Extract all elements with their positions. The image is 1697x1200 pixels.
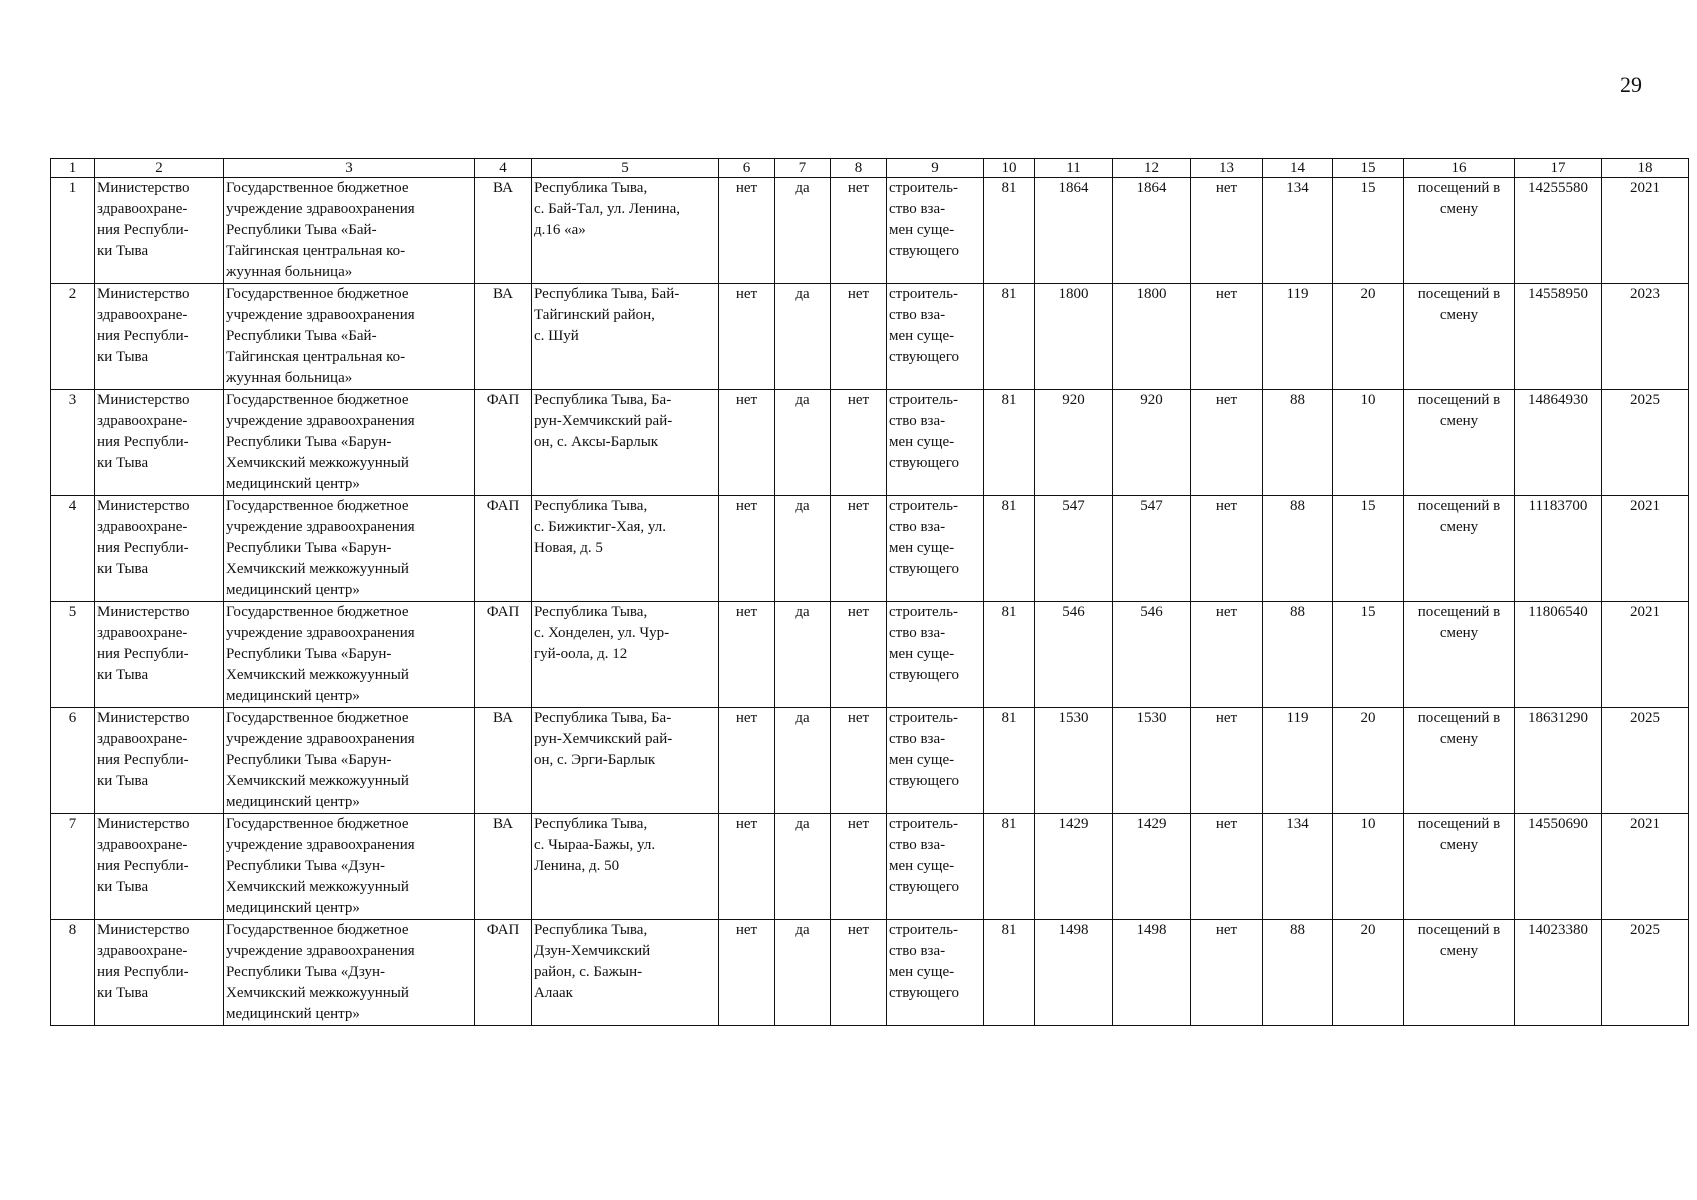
table-cell: 81 bbox=[984, 602, 1035, 708]
table-cell: 2025 bbox=[1602, 920, 1689, 1026]
table-cell: 20 bbox=[1333, 708, 1404, 814]
table-row bbox=[51, 602, 1689, 708]
table-row bbox=[51, 496, 1689, 602]
table-cell: 1800 bbox=[1113, 284, 1191, 390]
table-cell: 8 bbox=[51, 920, 95, 1026]
column-header: 2 bbox=[95, 159, 224, 178]
table-cell: Республика Тыва, с. Хонделен, ул. Чур- гуй-оола, д. 12 bbox=[532, 602, 719, 708]
table-cell: посещений в смену bbox=[1404, 602, 1515, 708]
table-cell: нет bbox=[1191, 390, 1263, 496]
table-cell: 547 bbox=[1035, 496, 1113, 602]
column-header: 6 bbox=[719, 159, 775, 178]
table-cell: 11806540 bbox=[1515, 602, 1602, 708]
table-cell: Государственное бюджетное учреждение здравоохранения Республики Тыва «Барун- Хемчикский межкожуунный медицинский центр» bbox=[224, 496, 475, 602]
table-cell: посещений в смену bbox=[1404, 708, 1515, 814]
table-cell: 1498 bbox=[1035, 920, 1113, 1026]
table-cell: Государственное бюджетное учреждение здравоохранения Республики Тыва «Бай- Тайгинская центральная ко- жуунная больница» bbox=[224, 284, 475, 390]
table-cell: строитель- ство вза- мен суще- ствующего bbox=[887, 178, 984, 284]
table-cell: 7 bbox=[51, 814, 95, 920]
table-cell: 119 bbox=[1263, 284, 1333, 390]
table-cell: 1530 bbox=[1113, 708, 1191, 814]
table-cell: нет bbox=[719, 496, 775, 602]
table-cell: да bbox=[775, 178, 831, 284]
table-cell: строитель- ство вза- мен суще- ствующего bbox=[887, 920, 984, 1026]
table-cell: Республика Тыва, Дзун-Хемчикский район, с. Бажын- Алаак bbox=[532, 920, 719, 1026]
table-cell: ВА bbox=[475, 284, 532, 390]
table-cell: 1800 bbox=[1035, 284, 1113, 390]
table-cell: 5 bbox=[51, 602, 95, 708]
table-cell: 15 bbox=[1333, 496, 1404, 602]
table-cell: Министерство здравоохране- ния Республи- ки Тыва bbox=[95, 178, 224, 284]
table-cell: нет bbox=[831, 708, 887, 814]
table-cell: посещений в смену bbox=[1404, 178, 1515, 284]
table-cell: 18631290 bbox=[1515, 708, 1602, 814]
table-row bbox=[51, 390, 1689, 496]
data-table bbox=[50, 158, 1689, 1026]
table-cell: Республика Тыва, Ба- рун-Хемчикский рай- он, с. Аксы-Барлык bbox=[532, 390, 719, 496]
table-cell: да bbox=[775, 390, 831, 496]
table-cell: 546 bbox=[1113, 602, 1191, 708]
table-cell: 10 bbox=[1333, 390, 1404, 496]
table-cell: посещений в смену bbox=[1404, 390, 1515, 496]
table-row bbox=[51, 284, 1689, 390]
table-cell: да bbox=[775, 602, 831, 708]
table-cell: 14255580 bbox=[1515, 178, 1602, 284]
table-cell: 920 bbox=[1113, 390, 1191, 496]
table-cell: 81 bbox=[984, 814, 1035, 920]
table-cell: 1530 bbox=[1035, 708, 1113, 814]
table-cell: 546 bbox=[1035, 602, 1113, 708]
table-cell: ФАП bbox=[475, 496, 532, 602]
table-cell: нет bbox=[831, 496, 887, 602]
column-header: 4 bbox=[475, 159, 532, 178]
table-cell: 134 bbox=[1263, 178, 1333, 284]
table-cell: посещений в смену bbox=[1404, 284, 1515, 390]
table-cell: нет bbox=[1191, 602, 1263, 708]
table-cell: нет bbox=[719, 814, 775, 920]
table-cell: 2025 bbox=[1602, 708, 1689, 814]
table-cell: да bbox=[775, 496, 831, 602]
table-row bbox=[51, 814, 1689, 920]
table-cell: 119 bbox=[1263, 708, 1333, 814]
table-cell: ФАП bbox=[475, 920, 532, 1026]
table-cell: 81 bbox=[984, 920, 1035, 1026]
table-row bbox=[51, 708, 1689, 814]
table-cell: 547 bbox=[1113, 496, 1191, 602]
table-cell: 1 bbox=[51, 178, 95, 284]
table-cell: Государственное бюджетное учреждение здравоохранения Республики Тыва «Бай- Тайгинская центральная ко- жуунная больница» bbox=[224, 178, 475, 284]
table-cell: 1498 bbox=[1113, 920, 1191, 1026]
table-cell: да bbox=[775, 708, 831, 814]
table-cell: Республика Тыва, Ба- рун-Хемчикский рай- он, с. Эрги-Барлык bbox=[532, 708, 719, 814]
table-cell: ВА bbox=[475, 708, 532, 814]
column-header: 10 bbox=[984, 159, 1035, 178]
table-cell: 81 bbox=[984, 284, 1035, 390]
table-cell: 2 bbox=[51, 284, 95, 390]
table-cell: 81 bbox=[984, 708, 1035, 814]
table-cell: 20 bbox=[1333, 284, 1404, 390]
column-header: 14 bbox=[1263, 159, 1333, 178]
table-cell: 88 bbox=[1263, 920, 1333, 1026]
table-cell: 1429 bbox=[1113, 814, 1191, 920]
table-cell: 88 bbox=[1263, 390, 1333, 496]
table-cell: 15 bbox=[1333, 602, 1404, 708]
table-cell: да bbox=[775, 284, 831, 390]
table-cell: 2021 bbox=[1602, 496, 1689, 602]
column-header: 3 bbox=[224, 159, 475, 178]
table-cell: строитель- ство вза- мен суще- ствующего bbox=[887, 602, 984, 708]
table-cell: нет bbox=[719, 920, 775, 1026]
column-header: 5 bbox=[532, 159, 719, 178]
table-cell: строитель- ство вза- мен суще- ствующего bbox=[887, 814, 984, 920]
table-cell: Министерство здравоохране- ния Республи- ки Тыва bbox=[95, 284, 224, 390]
table-cell: Министерство здравоохране- ния Республи- ки Тыва bbox=[95, 496, 224, 602]
table-cell: 1864 bbox=[1035, 178, 1113, 284]
table-cell: да bbox=[775, 920, 831, 1026]
table-cell: 81 bbox=[984, 390, 1035, 496]
table-cell: да bbox=[775, 814, 831, 920]
table-header bbox=[51, 159, 1689, 178]
table-cell: нет bbox=[831, 178, 887, 284]
table-row bbox=[51, 178, 1689, 284]
table-cell: 88 bbox=[1263, 602, 1333, 708]
table-cell: нет bbox=[831, 814, 887, 920]
table-cell: Государственное бюджетное учреждение здравоохранения Республики Тыва «Барун- Хемчикский межкожуунный медицинский центр» bbox=[224, 390, 475, 496]
table-cell: Государственное бюджетное учреждение здравоохранения Республики Тыва «Дзун- Хемчикский межкожуунный медицинский центр» bbox=[224, 814, 475, 920]
table-cell: 4 bbox=[51, 496, 95, 602]
header-row bbox=[51, 159, 1689, 178]
table-cell: Государственное бюджетное учреждение здравоохранения Республики Тыва «Дзун- Хемчикский межкожуунный медицинский центр» bbox=[224, 920, 475, 1026]
table-cell: 2025 bbox=[1602, 390, 1689, 496]
table-cell: нет bbox=[1191, 814, 1263, 920]
table-cell: посещений в смену bbox=[1404, 814, 1515, 920]
table-cell: 134 bbox=[1263, 814, 1333, 920]
table-cell: строитель- ство вза- мен суще- ствующего bbox=[887, 390, 984, 496]
table-cell: строитель- ство вза- мен суще- ствующего bbox=[887, 496, 984, 602]
column-header: 11 bbox=[1035, 159, 1113, 178]
table-cell: 6 bbox=[51, 708, 95, 814]
table-cell: 14558950 bbox=[1515, 284, 1602, 390]
table-cell: строитель- ство вза- мен суще- ствующего bbox=[887, 708, 984, 814]
table-cell: нет bbox=[1191, 708, 1263, 814]
table-cell: нет bbox=[719, 178, 775, 284]
table-cell: ВА bbox=[475, 814, 532, 920]
table-cell: Министерство здравоохране- ния Республи- ки Тыва bbox=[95, 602, 224, 708]
table-cell: 81 bbox=[984, 496, 1035, 602]
table-cell: 14550690 bbox=[1515, 814, 1602, 920]
table-cell: нет bbox=[1191, 920, 1263, 1026]
table-cell: нет bbox=[1191, 284, 1263, 390]
table-cell: строитель- ство вза- мен суще- ствующего bbox=[887, 284, 984, 390]
table-cell: нет bbox=[831, 390, 887, 496]
table-cell: нет bbox=[831, 284, 887, 390]
table-cell: нет bbox=[1191, 178, 1263, 284]
table-cell: Государственное бюджетное учреждение здравоохранения Республики Тыва «Барун- Хемчикский межкожуунный медицинский центр» bbox=[224, 708, 475, 814]
column-header: 7 bbox=[775, 159, 831, 178]
table-cell: ВА bbox=[475, 178, 532, 284]
table-cell: 2021 bbox=[1602, 814, 1689, 920]
table-row bbox=[51, 920, 1689, 1026]
table-cell: 1429 bbox=[1035, 814, 1113, 920]
table-cell: нет bbox=[831, 920, 887, 1026]
table-cell: 14023380 bbox=[1515, 920, 1602, 1026]
table-cell: нет bbox=[719, 708, 775, 814]
column-header: 12 bbox=[1113, 159, 1191, 178]
table-cell: посещений в смену bbox=[1404, 496, 1515, 602]
table-cell: ФАП bbox=[475, 602, 532, 708]
table-cell: 3 bbox=[51, 390, 95, 496]
column-header: 18 bbox=[1602, 159, 1689, 178]
table-cell: Республика Тыва, с. Бижиктиг-Хая, ул. Новая, д. 5 bbox=[532, 496, 719, 602]
column-header: 16 bbox=[1404, 159, 1515, 178]
table-cell: 81 bbox=[984, 178, 1035, 284]
table-cell: ФАП bbox=[475, 390, 532, 496]
table-cell: Республика Тыва, с. Бай-Тал, ул. Ленина, д.16 «а» bbox=[532, 178, 719, 284]
column-header: 1 bbox=[51, 159, 95, 178]
table-cell: нет bbox=[831, 602, 887, 708]
table-cell: Министерство здравоохране- ния Республи- ки Тыва bbox=[95, 708, 224, 814]
table-cell: нет bbox=[719, 284, 775, 390]
column-header: 17 bbox=[1515, 159, 1602, 178]
table-cell: Государственное бюджетное учреждение здравоохранения Республики Тыва «Барун- Хемчикский межкожуунный медицинский центр» bbox=[224, 602, 475, 708]
table-cell: 1864 bbox=[1113, 178, 1191, 284]
table-cell: 2021 bbox=[1602, 602, 1689, 708]
page-number: 29 bbox=[1620, 72, 1642, 97]
table-cell: 20 bbox=[1333, 920, 1404, 1026]
column-header: 8 bbox=[831, 159, 887, 178]
table-cell: Республика Тыва, Бай- Тайгинский район, с. Шуй bbox=[532, 284, 719, 390]
table-cell: Республика Тыва, с. Чыраа-Бажы, ул. Ленина, д. 50 bbox=[532, 814, 719, 920]
table-cell: 2021 bbox=[1602, 178, 1689, 284]
table-cell: 2023 bbox=[1602, 284, 1689, 390]
table-cell: нет bbox=[719, 390, 775, 496]
column-header: 15 bbox=[1333, 159, 1404, 178]
table-cell: 14864930 bbox=[1515, 390, 1602, 496]
table-cell: Министерство здравоохране- ния Республи- ки Тыва bbox=[95, 920, 224, 1026]
table-cell: посещений в смену bbox=[1404, 920, 1515, 1026]
table-cell: 15 bbox=[1333, 178, 1404, 284]
table-cell: Министерство здравоохране- ния Республи- ки Тыва bbox=[95, 390, 224, 496]
table-cell: 920 bbox=[1035, 390, 1113, 496]
table-cell: нет bbox=[719, 602, 775, 708]
table-cell: нет bbox=[1191, 496, 1263, 602]
table-cell: Министерство здравоохране- ния Республи- ки Тыва bbox=[95, 814, 224, 920]
table-cell: 88 bbox=[1263, 496, 1333, 602]
column-header: 9 bbox=[887, 159, 984, 178]
table-body bbox=[51, 178, 1689, 1026]
table-cell: 10 bbox=[1333, 814, 1404, 920]
column-header: 13 bbox=[1191, 159, 1263, 178]
table-cell: 11183700 bbox=[1515, 496, 1602, 602]
